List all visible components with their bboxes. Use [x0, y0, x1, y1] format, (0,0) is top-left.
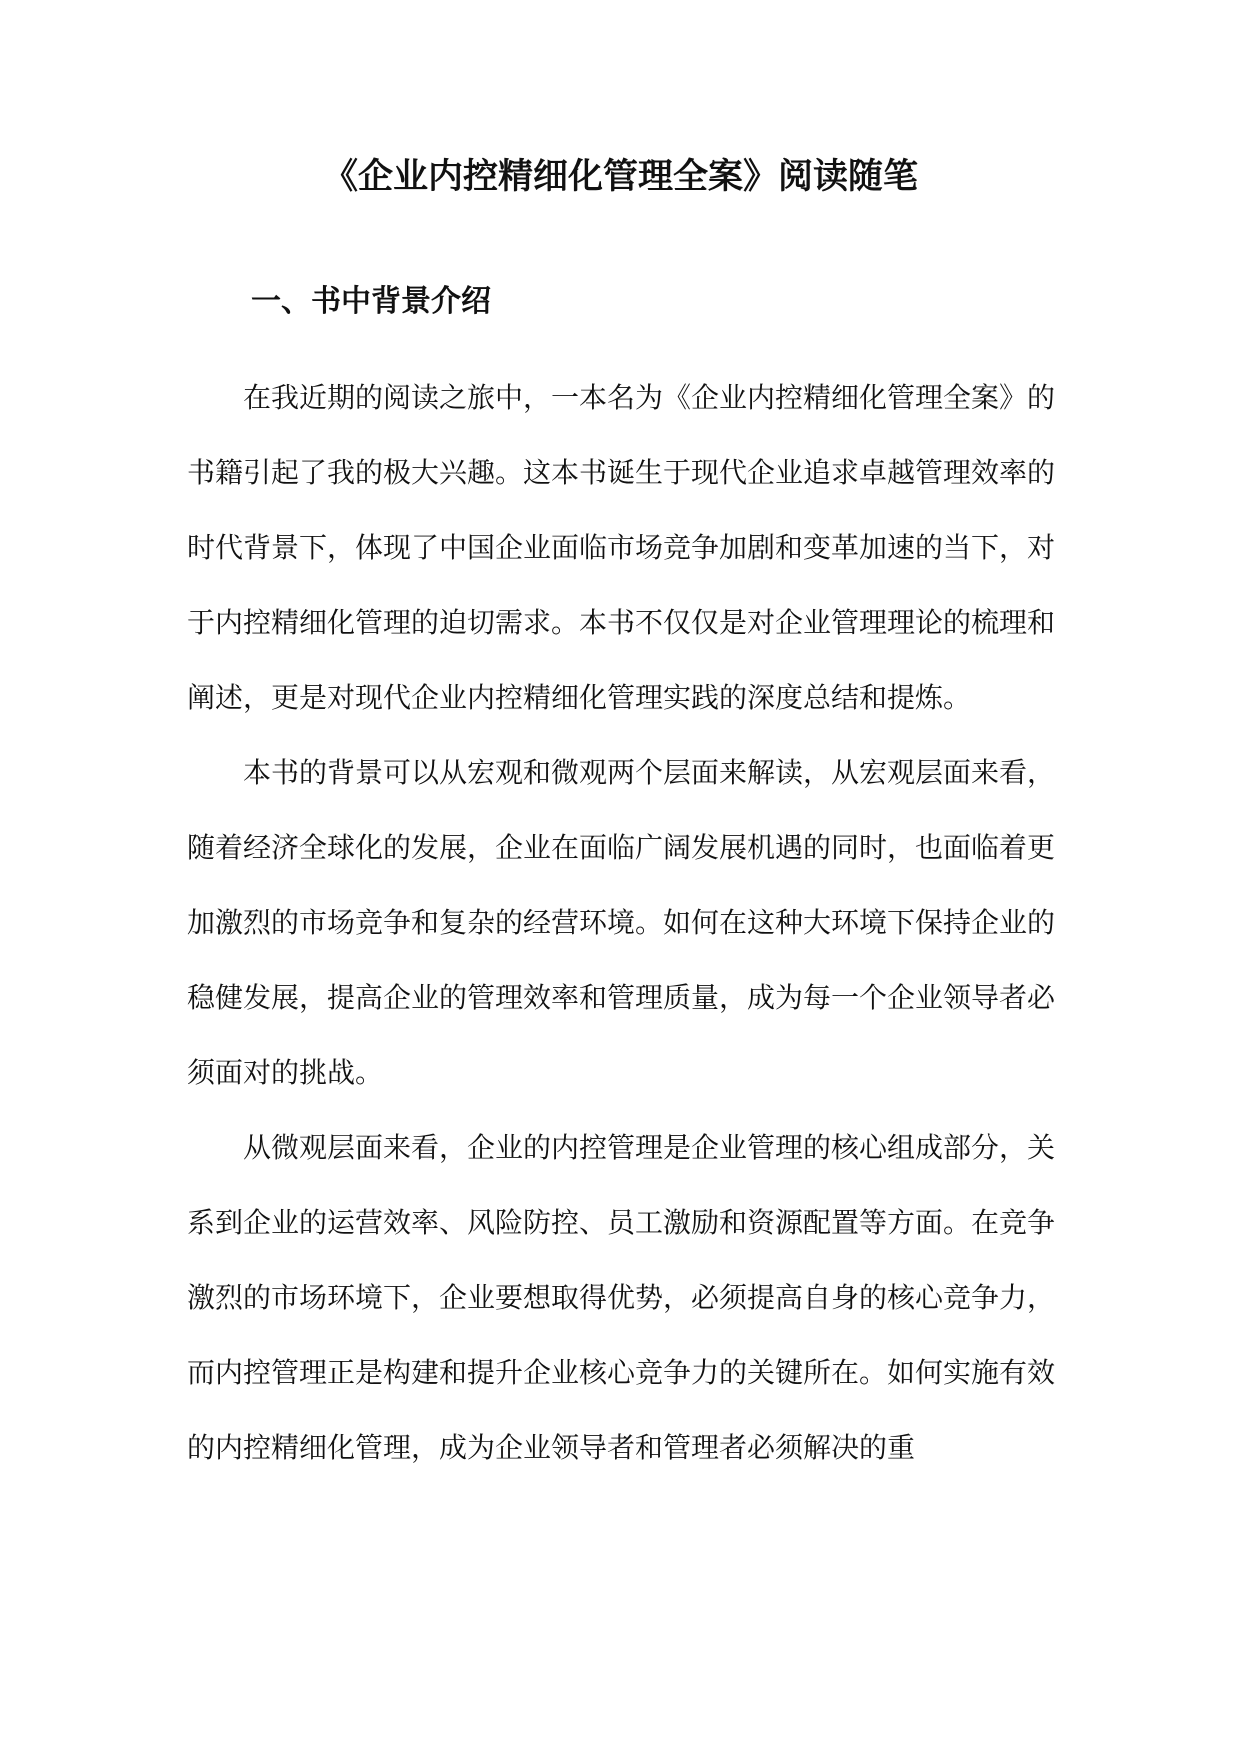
section-body	[187, 360, 1055, 1485]
paragraph-2: 本书的背景可以从宏观和微观两个层面来解读，从宏观层面来看，随着经济全球化的发展，企业在面临广阔发展机遇的同时，也面临着更加激烈的市场竞争和复杂的经营环境。如何在这种大环境下保持企业的稳健发展，提高企业的管理效率和管理质量，成为每一个企业领导者必须面对的挑战。	[187, 756, 1056, 1089]
section-heading: 一、书中背景介绍	[251, 284, 491, 319]
document-title: 《企业内控精细化管理全案》阅读随笔	[322, 156, 918, 197]
paragraph-1: 在我近期的阅读之旅中，一本名为《企业内控精细化管理全案》的书籍引起了我的极大兴趣。这本书诞生于现代企业追求卓越管理效率的时代背景下，体现了中国企业面临市场竞争加剧和变革加速的当下，对于内控精细化管理的迫切需求。本书不仅仅是对企业管理理论的梳理和阐述，更是对现代企业内控精细化管理实践的深度总结和提炼。	[187, 381, 1056, 714]
paragraph-3: 从微观层面来看，企业的内控管理是企业管理的核心组成部分，关系到企业的运营效率、风险防控、员工激励和资源配置等方面。在竞争激烈的市场环境下，企业要想取得优势，必须提高自身的核心竞争力，而内控管理正是构建和提升企业核心竞争力的关键所在。如何实施有效的内控精细化管理，成为企业领导者和管理者必须解决的重	[187, 1131, 1056, 1464]
